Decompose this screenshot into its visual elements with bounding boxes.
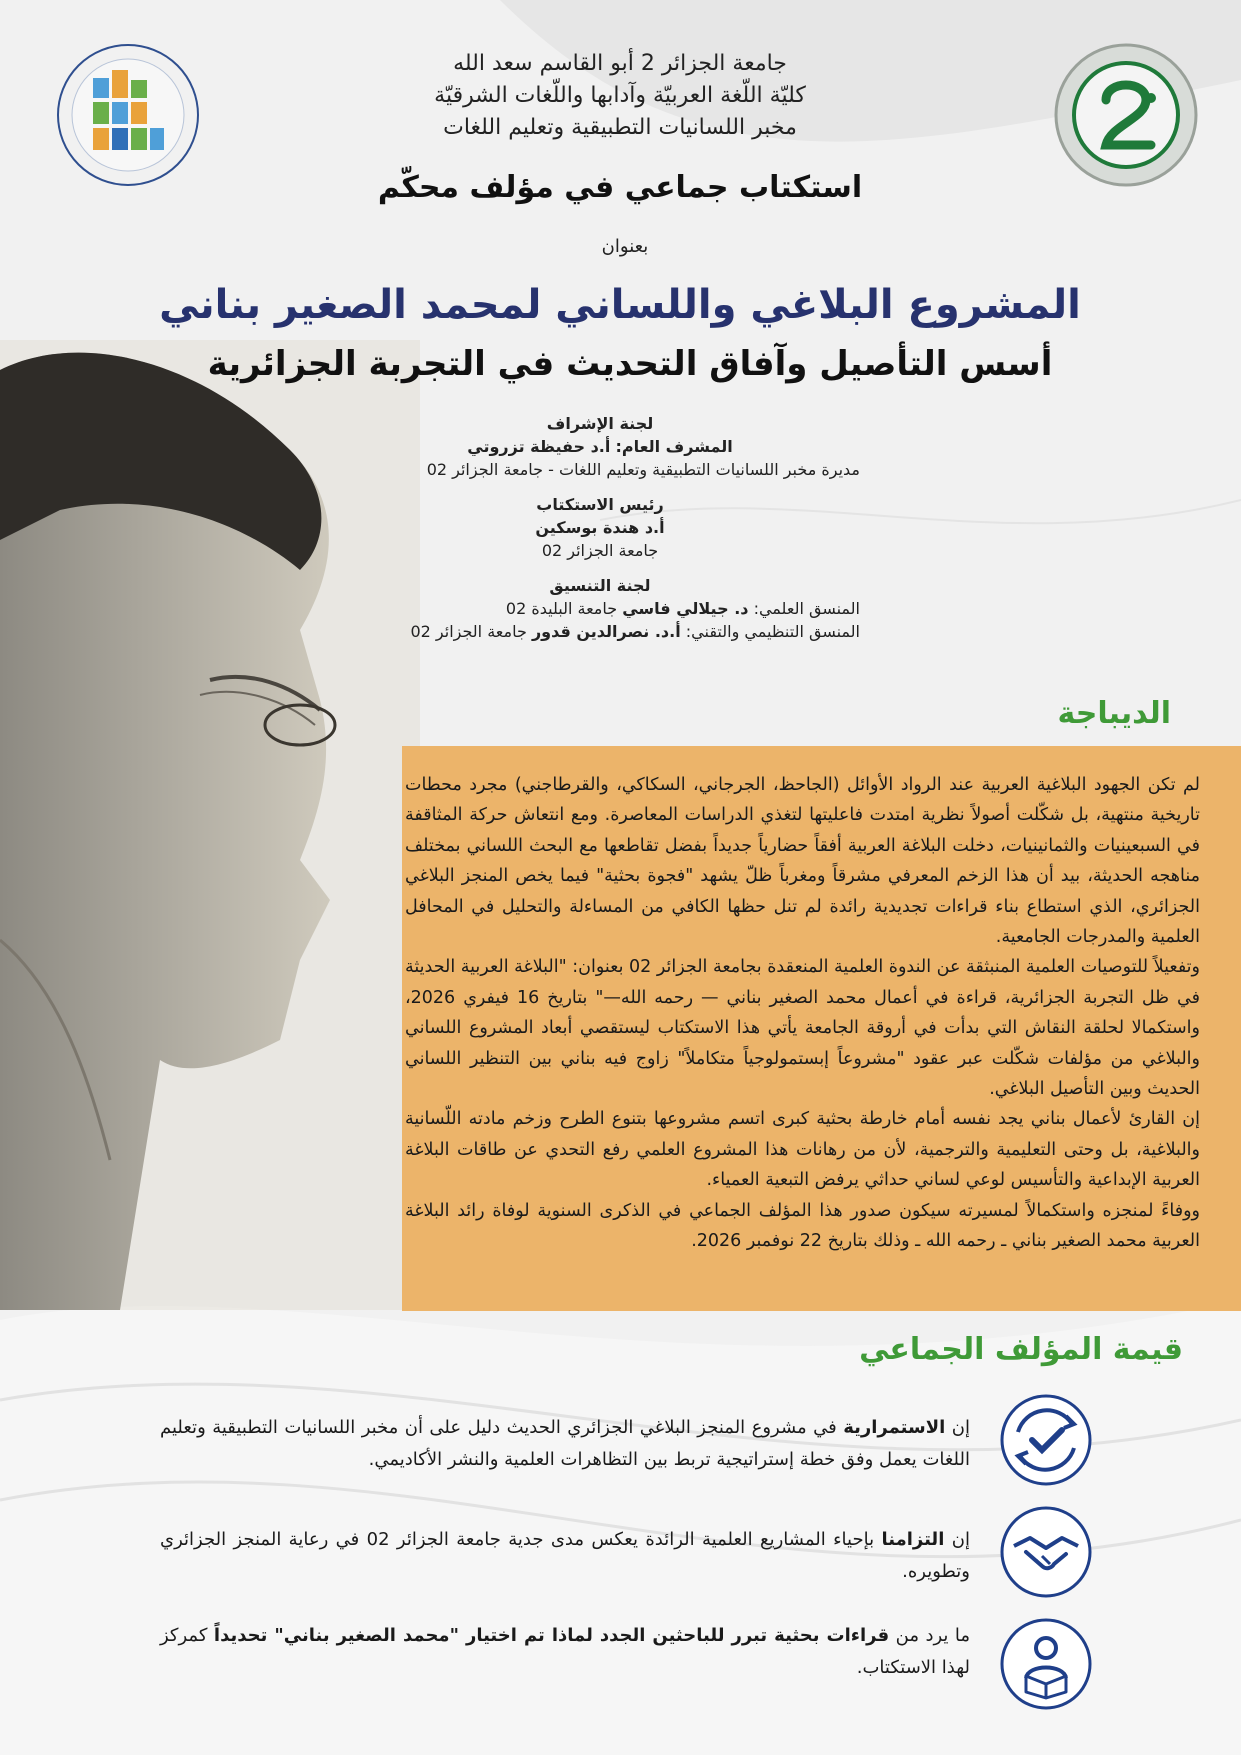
chair-name: أ.د هندة بوسكين: [535, 518, 665, 537]
value-item-2-lead: إن: [951, 1529, 970, 1550]
value-item-1-text: في مشروع المنجز البلاغي الجزائري الحديث دليل على أن مخبر اللسانيات التطبيقية وتعليم اللغات يعمل وفق خطة إستراتيجية تربط بين التظاهرات العلمية والنشر الأكاديمي.: [160, 1417, 970, 1470]
value-item-3-lead: ما يرد من: [895, 1625, 970, 1646]
general-supervisor-label: المشرف العام:: [615, 437, 733, 456]
value-item-1-lead: إن: [951, 1417, 970, 1438]
value-item-2-text: بإحياء المشاريع العلمية الرائدة يعكس مدى جدية جامعة الجزائر 02 في رعاية المنجز الجزائري وتطويره.: [160, 1529, 970, 1582]
org-coord-name: أ.د. نصرالدين قدور: [531, 622, 681, 641]
preamble-paragraph-3: إن القارئ لأعمال بناني يجد نفسه أمام خارطة بحثية كبرى اتسم مشروعها بتنوع الطرح وزخم مادته اللّسانية والبلاغية، بل وحتى التعليمية والترجمية، لأن من رهانات هذا المشروع العلمي رفع التحدي عن طاقات البلاغة العربية الإبداعية والتأسيس لوعي لساني حداثي يرفض التبعية العمياء.: [405, 1109, 1200, 1191]
org-coord-affiliation: جامعة الجزائر 02: [410, 622, 527, 641]
faculty-name: كليّة اللّغة العربيّة وآدابها واللّغات الشرقيّة: [434, 83, 806, 108]
university-logo: [1051, 40, 1201, 190]
main-title: المشروع البلاغي واللساني لمحمد الصغير بناني: [159, 282, 1081, 328]
value-heading: قيمة المؤلف الجماعي: [859, 1332, 1183, 1367]
chair-heading: رئيس الاستكتاب: [536, 495, 664, 514]
general-supervisor-role: مديرة مخبر اللسانيات التطبيقية وتعليم اللغات - جامعة الجزائر 02: [426, 460, 860, 479]
org-coord-label: المنسق التنظيمي والتقني:: [685, 622, 860, 641]
coordination-heading: لجنة التنسيق: [549, 576, 651, 595]
sci-coord-affiliation: جامعة البليدة 02: [505, 599, 618, 618]
value-item-3-bold: قراءات بحثية تبرر للباحثين الجدد لماذا تم اختيار "محمد الصغير بناني" تحديداً: [213, 1625, 890, 1646]
value-item-3: [160, 1620, 970, 1684]
preamble-paragraph-1: لم تكن الجهود البلاغية العربية عند الرواد الأوائل (الجاحظ، الجرجاني، السكاكي، والقرطاجني) مجرد محطات تاريخية منتهية، بل شكّلت أصولاً نظرية امتدت فاعليتها لتغذي الدراسات المعاصرة. ومع انتعاش حركة المثاقفة في السبعينيات والثمانينيات، دخلت البلاغة العربية أفقاً حضارياً جديداً بفضل تقاطعها مع البحث اللساني بمختلف مناهجه الحديثة، بيد أن هذا الزخم المعرفي مشرقاً ومغرباً ظلّ يشهد "فجوة بحثية" فيما يخص المنجز البلاغي الجزائري، الذي استطاع بناء قراءات تجديدية رائدة لم تنل حظها الكافي من المساءلة والتحليل في المحافل العلمية والمدرجات الجامعية.: [405, 775, 1200, 948]
sci-coord-label: المنسق العلمي:: [753, 599, 860, 618]
check-cycle-icon: [996, 1390, 1096, 1490]
chair-affiliation: جامعة الجزائر 02: [541, 541, 659, 560]
call-title: استكتاب جماعي في مؤلف محكّم: [377, 170, 863, 205]
main-subtitle: أسس التأصيل وآفاق التحديث في التجربة الجزائرية: [207, 344, 1053, 384]
preamble-heading: الديباجة: [1057, 696, 1171, 731]
preamble-text: [405, 770, 1200, 1257]
university-name: جامعة الجزائر 2 أبو القاسم سعد الله: [453, 51, 787, 76]
value-item-1: [160, 1412, 970, 1476]
preamble-paragraph-4: ووفاءً لمنجزه واستكمالاً لمسيرته سيكون صدور هذا المؤلف الجماعي في الذكرى السنوية لوفاة رائد البلاغة العربية محمد الصغير بناني ـ رحمه الله ـ وذلك بتاريخ 22 نوفمبر 2026.: [405, 1200, 1200, 1252]
committee-block: [340, 412, 860, 655]
value-item-2: [160, 1524, 970, 1588]
subtitle-label: بعنوان: [601, 236, 649, 257]
lab-name: مخبر اللسانيات التطبيقية وتعليم اللغات: [443, 115, 797, 140]
preamble-paragraph-2: وتفعيلاً للتوصيات العلمية المنبثقة عن الندوة العلمية المنعقدة بجامعة الجزائر 02 بعنوان: "البلاغة العربية الحديثة في ظل التجربة الجزائرية، قراءة في أعمال محمد الصغير بناني — رحمه الله—" بتاريخ 16 فيفري 2026، واستكمالا لحلقة النقاش التي بدأت في أروقة الجامعة يأتي هذا الاستكتاب ليستقصي أبعاد المشروع اللساني والبلاغي من مؤلفات شكّلت عبر عقود "مشروعاً إبستمولوجياً متكاملاً" زاوج فيه بناني بين التنظير اللساني الحديث وبين التأصيل البلاغي.: [405, 957, 1200, 1100]
general-supervisor-name: أ.د حفيظة تزروتي: [467, 437, 611, 456]
reader-icon: [996, 1614, 1096, 1714]
supervision-heading: لجنة الإشراف: [546, 414, 654, 433]
header-block: [300, 48, 940, 144]
value-item-2-bold: التزامنا: [881, 1529, 945, 1550]
lab-logo: [48, 40, 208, 190]
value-item-3-text: كمركز لهذا الاستكتاب.: [160, 1625, 970, 1678]
handshake-icon: [996, 1502, 1096, 1602]
value-item-1-bold: الاستمرارية: [843, 1417, 946, 1438]
sci-coord-name: د. جيلالي فاسي: [622, 599, 749, 618]
